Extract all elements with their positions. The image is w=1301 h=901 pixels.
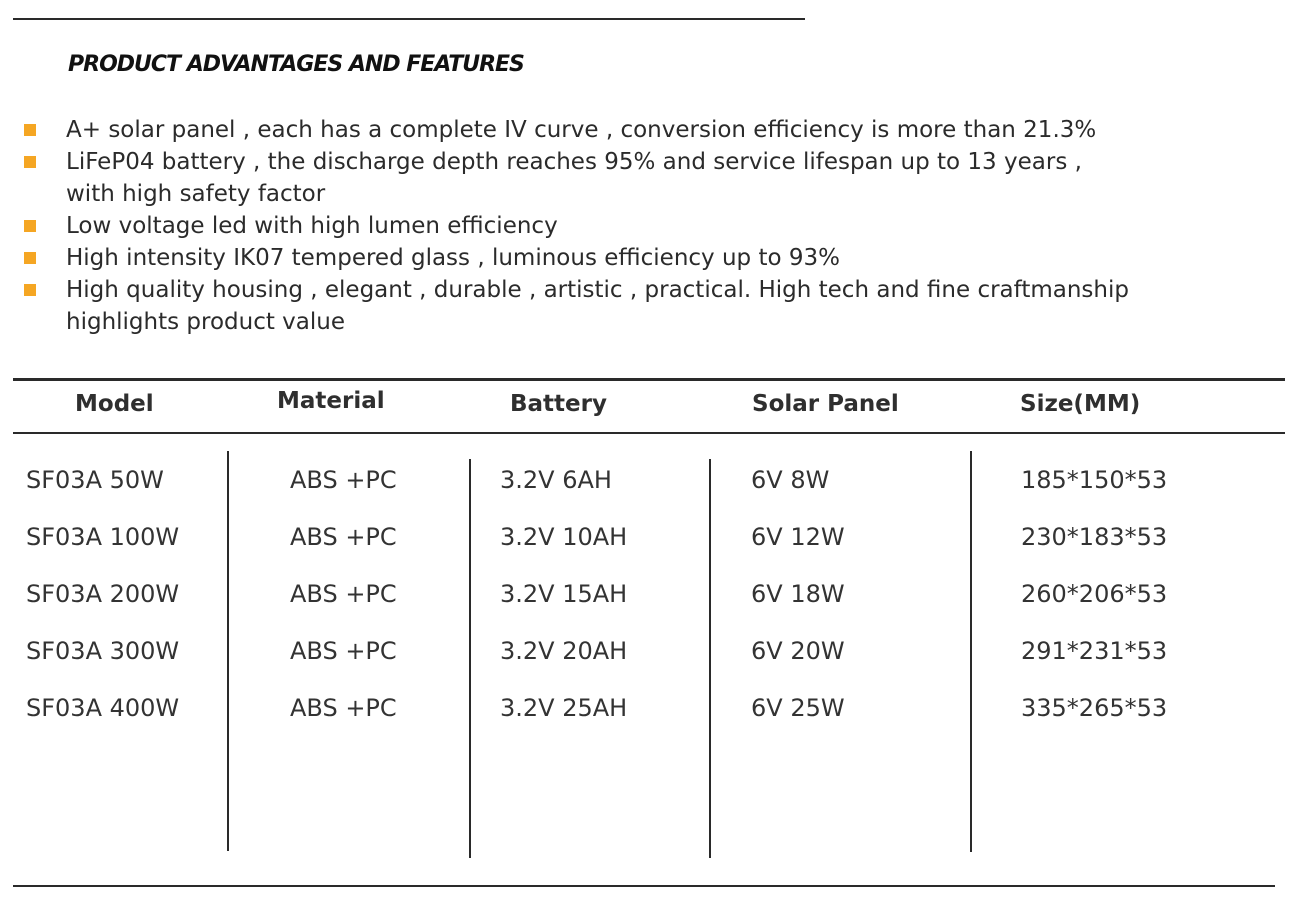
header-size: Size(MM) [1020,391,1141,417]
cell-solar-panel: 6V 18W [751,580,845,608]
cell-solar-panel: 6V 25W [751,694,845,722]
bullet-square-icon [24,220,36,232]
feature-item [0,146,1301,210]
cell-model: SF03A 200W [26,580,180,608]
cell-model: SF03A 50W [26,466,164,494]
cell-size: 230*183*53 [1021,523,1168,551]
table-top-rule [13,378,1285,381]
bullet-square-icon [24,252,36,264]
header-battery: Battery [510,391,607,417]
table-row [0,692,1301,724]
cell-material: ABS +PC [290,637,397,665]
table-bottom-rule [13,885,1275,887]
table-header-rule [13,432,1285,434]
cell-model: SF03A 100W [26,523,180,551]
table-row [0,578,1301,610]
cell-material: ABS +PC [290,466,397,494]
cell-battery: 3.2V 15AH [500,580,628,608]
feature-text-line-1: LiFeP04 battery , the discharge depth reaches 95% and service lifespan up to 13 years , [66,149,1082,175]
cell-battery: 3.2V 25AH [500,694,628,722]
table-row [0,464,1301,496]
cell-model: SF03A 400W [26,694,180,722]
cell-solar-panel: 6V 8W [751,466,830,494]
feature-item [0,114,1301,146]
cell-solar-panel: 6V 20W [751,637,845,665]
cell-material: ABS +PC [290,694,397,722]
feature-item [0,210,1301,242]
cell-size: 185*150*53 [1021,466,1168,494]
table-row [0,521,1301,553]
feature-item [0,242,1301,274]
cell-solar-panel: 6V 12W [751,523,845,551]
header-solar-panel: Solar Panel [752,391,899,417]
top-divider [13,18,805,20]
cell-size: 335*265*53 [1021,694,1168,722]
bullet-square-icon [24,156,36,168]
cell-battery: 3.2V 20AH [500,637,628,665]
bullet-square-icon [24,284,36,296]
header-model: Model [75,391,154,417]
cell-material: ABS +PC [290,523,397,551]
feature-text-line-2: with high safety factor [66,181,326,207]
feature-text-line-1: High quality housing , elegant , durable , artistic , practical. High tech and fine craftmanship [66,277,1129,303]
feature-text: High intensity IK07 tempered glass , luminous efficiency up to 93% [66,245,840,271]
header-material: Material [277,388,385,414]
bullet-square-icon [24,124,36,136]
feature-text-line-2: highlights product value [66,309,346,335]
table-row [0,635,1301,667]
feature-list [0,114,1301,338]
feature-item [0,274,1301,338]
cell-material: ABS +PC [290,580,397,608]
cell-size: 291*231*53 [1021,637,1168,665]
section-title: PRODUCT ADVANTAGES AND FEATURES [68,52,524,77]
cell-battery: 3.2V 6AH [500,466,612,494]
feature-text: A+ solar panel , each has a complete IV curve , conversion efficiency is more than 21.3% [66,117,1097,143]
cell-battery: 3.2V 10AH [500,523,628,551]
cell-size: 260*206*53 [1021,580,1168,608]
cell-model: SF03A 300W [26,637,180,665]
feature-text: Low voltage led with high lumen efficiency [66,213,558,239]
